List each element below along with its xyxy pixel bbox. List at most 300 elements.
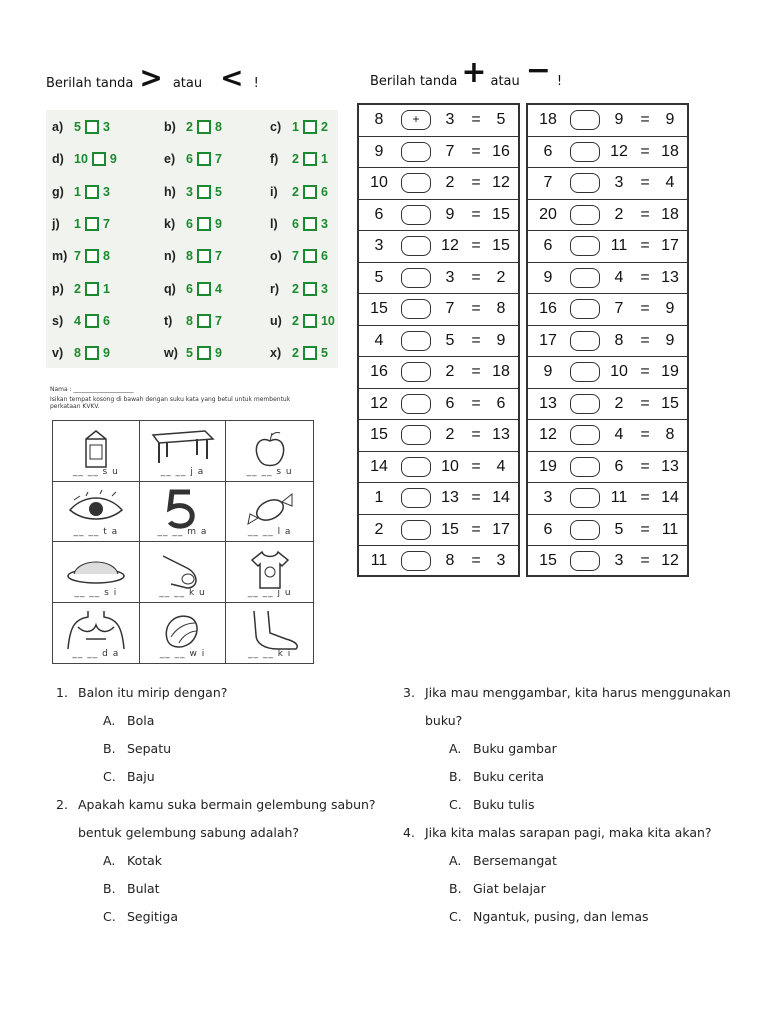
equals-sign: = [640,300,650,317]
operand-a: 6 [543,520,553,538]
eye-icon [66,488,126,528]
operator-box[interactable] [570,362,600,382]
option [449,909,649,924]
compare-row [46,276,338,302]
rice-plate-icon [64,548,128,588]
compare-label: q) [164,281,176,296]
compare-right-number: 8 [102,249,110,264]
heading-compare-text: Berilah tanda [46,75,134,91]
table-icon [147,427,217,467]
operand-a: 16 [539,300,557,317]
equals-sign: = [640,268,650,286]
option [103,909,178,924]
equation-row [528,515,687,547]
equation-row [359,168,518,200]
equals-sign: = [640,552,650,569]
question-2-line2: bentuk gelembung sabung adalah? [78,825,300,840]
compare-item [164,179,222,205]
operand-a: 13 [539,394,557,412]
operator-box[interactable] [570,425,600,445]
operator-box[interactable] [401,425,431,445]
compare-left-number: 6 [186,281,193,296]
compare-item [164,243,222,269]
answer-box[interactable] [197,217,211,231]
operand-b: 11 [610,237,628,254]
result: 4 [665,174,675,191]
nama-line: Nama : ____________________ [50,386,134,393]
equation-row [359,326,518,358]
operator-box[interactable] [401,331,431,351]
compare-left-number: 1 [74,184,81,199]
equation-row [359,389,518,421]
compare-left-number: 6 [186,152,193,167]
question-text: Jika mau menggambar, kita harus menggunakan [425,685,731,700]
compare-row [46,308,338,334]
operator-box[interactable] [570,488,600,508]
answer-box[interactable] [85,314,99,328]
compare-label: t) [164,313,173,328]
operator-box[interactable] [401,520,431,540]
compare-right-number: 3 [102,120,110,134]
equals-sign: = [640,111,650,128]
compare-right-number: 7 [102,216,110,231]
operator-box[interactable] [401,394,431,414]
equation-row [528,420,687,452]
operator-box[interactable] [570,551,600,571]
operand-b: 13 [441,489,459,506]
answer-box[interactable] [85,282,99,296]
compare-left-number: 1 [74,216,81,231]
operand-a: 6 [543,142,553,160]
heading-compare [46,60,259,95]
operator-box[interactable] [401,488,431,508]
foot-icon [238,609,302,653]
option [103,881,160,896]
compare-grid [46,110,338,368]
operator-box[interactable] [570,331,600,351]
operator-box[interactable] [401,173,431,193]
result: 8 [665,426,675,443]
answer-box[interactable] [303,152,317,166]
option-text: Ngantuk, pusing, dan lemas [473,909,649,924]
heading-arith [370,52,563,90]
operator-box[interactable] [401,299,431,319]
option-text: Bersemangat [473,853,557,868]
result: 13 [492,426,510,443]
candy-icon [240,488,300,528]
equals-sign: = [471,520,481,538]
operator-box[interactable] [570,142,600,162]
answer-box[interactable] [303,314,317,328]
equals-sign: = [640,174,650,191]
option-letter: B. [449,769,462,784]
compare-right-number: 1 [102,281,110,296]
equation-row [359,263,518,295]
equation-row [528,546,687,578]
blank-syllable: __ __ t a [73,527,119,537]
result: 18 [661,142,679,160]
operand-a: 18 [539,111,557,128]
equals-sign: = [471,142,481,160]
question-3 [403,685,731,700]
operator-box[interactable] [401,205,431,225]
compare-left-number: 8 [186,313,193,328]
answer-box[interactable] [85,249,99,263]
equals-sign: = [640,142,650,160]
compare-right-number: 3 [102,184,110,199]
equation-row [359,294,518,326]
picture-cell [226,603,313,664]
blank-syllable: __ __ k i [248,649,292,659]
operand-b: 15 [441,520,459,538]
option [449,881,546,896]
blank-syllable: __ __ s u [246,466,293,477]
equation-row [359,357,518,389]
option-text: Buku cerita [473,769,544,784]
picture-cell [140,542,227,603]
result: 4 [496,457,506,475]
plus-symbol: + [461,54,487,90]
compare-item [270,146,328,172]
picture-cell [226,542,313,603]
equation-row [528,231,687,263]
heading-arith-excl: ! [556,74,563,89]
compare-right-number: 1 [320,152,328,167]
blank-syllable: __ __ j a [160,466,205,477]
operator-box[interactable] [401,142,431,162]
compare-right-number: 7 [214,249,222,264]
equals-sign: = [471,205,481,223]
picture-grid [52,420,314,664]
compare-item [164,114,222,140]
operand-a: 15 [539,552,557,569]
result: 11 [661,520,679,538]
picture-cell [140,603,227,664]
operator-box[interactable] [401,362,431,382]
compare-row [46,146,338,172]
compare-label: h) [164,184,176,199]
blank-syllable: __ __ j u [247,587,292,598]
operand-a: 17 [539,331,557,349]
compare-right-number: 6 [320,249,328,264]
answer-box[interactable] [197,314,211,328]
compare-item [270,340,328,366]
question-3-line2: buku? [425,713,463,728]
option-text: Bulat [127,881,160,896]
operand-b: 7 [445,300,455,317]
operand-b: 7 [445,142,455,160]
operand-b: 3 [614,552,624,569]
operand-b: 5 [614,520,624,538]
picture-cell [53,482,140,543]
blank-syllable: __ __ m a [157,527,208,537]
equation-row [528,326,687,358]
operand-b: 8 [445,552,455,569]
result: 9 [496,331,506,349]
compare-left-number: 8 [186,249,193,264]
option [449,853,557,868]
option-letter: C. [103,769,116,784]
equation-row [359,231,518,263]
compare-row [46,340,338,366]
answer-box[interactable] [85,120,99,134]
result: 15 [492,205,510,223]
picture-cell [226,421,313,482]
suku-instruction: Isikan tempat kosong di bawah dengan suku kata yang betul untuk membentuk perkataan KVKV. [50,396,291,410]
option [449,741,557,756]
result: 19 [661,363,679,380]
compare-left-number: 10 [74,152,88,167]
chest-icon [64,609,128,653]
compare-label: x) [270,346,282,361]
compare-left-number: 6 [292,216,299,231]
equals-sign: = [471,237,481,254]
operand-b: 2 [614,205,624,223]
compare-item [164,308,222,334]
compare-item [270,114,328,140]
compare-right-number: 6 [320,184,328,199]
compare-left-number: 1 [292,120,299,134]
equals-sign: = [471,363,481,380]
equals-sign: = [471,331,481,349]
operand-b: 11 [610,489,628,506]
operator-box[interactable] [570,457,600,477]
operand-a: 3 [374,237,384,254]
equation-row [359,137,518,169]
operand-a: 12 [539,426,557,443]
compare-item [270,243,328,269]
compare-right-number: 9 [214,346,222,361]
equation-row [359,452,518,484]
compare-left-number: 6 [186,216,193,231]
operator-box[interactable] [570,268,600,288]
equation-row [359,200,518,232]
equals-sign: = [471,489,481,506]
compare-left-number: 2 [292,281,299,296]
operator-box[interactable] [570,520,600,540]
operator-box[interactable] [401,457,431,477]
result: 15 [661,394,679,412]
equation-row [359,483,518,515]
operator-box[interactable] [401,236,431,256]
option-text: Sepatu [127,741,172,756]
fingernail-icon [157,548,207,592]
equation-row [528,137,687,169]
answer-box[interactable] [92,152,106,166]
answer-box[interactable] [303,282,317,296]
compare-label: a) [52,120,64,134]
compare-label: s) [52,313,64,328]
option [103,853,162,868]
equation-row [528,389,687,421]
operand-b: 4 [614,268,624,286]
result: 16 [492,142,510,160]
operator-box[interactable] [570,173,600,193]
result: 3 [496,552,506,569]
compare-label: d) [52,152,64,167]
operator-box[interactable] [570,236,600,256]
operand-b: 6 [614,457,624,475]
equals-sign: = [640,331,650,349]
answer-box[interactable] [197,249,211,263]
answer-box[interactable] [197,152,211,166]
shirt-icon [248,548,292,592]
compare-left-number: 2 [292,346,299,361]
equals-sign: = [640,489,650,506]
operand-b: 9 [614,111,624,128]
result: 13 [661,457,679,475]
operand-a: 3 [543,489,553,506]
operand-a: 9 [543,268,553,286]
result: 9 [665,111,675,128]
option [103,713,154,728]
answer-box[interactable] [303,217,317,231]
question-number: 3. [403,685,415,700]
question-2 [56,797,376,812]
blank-syllable: __ __ k u [159,587,206,598]
answer-box[interactable] [303,185,317,199]
equals-sign: = [471,174,481,191]
compare-item [270,211,328,237]
compare-right-number: 7 [214,152,222,167]
option-letter: C. [449,797,462,812]
result: 8 [496,300,506,317]
picture-cell [140,421,227,482]
milk-carton-icon [74,427,118,471]
result: 5 [496,111,506,128]
operand-a: 19 [539,457,557,475]
answer-box[interactable] [85,217,99,231]
operator-box[interactable] [570,205,600,225]
compare-label: c) [270,120,282,134]
option-letter: B. [449,881,462,896]
operator-box[interactable] [401,551,431,571]
operand-a: 9 [374,142,384,160]
answer-box[interactable] [303,120,317,134]
operand-b: 5 [445,331,455,349]
operand-b: 2 [614,394,624,412]
operand-a: 15 [370,426,388,443]
equals-sign: = [640,363,650,380]
compare-label: p) [52,281,64,296]
option-letter: A. [449,741,462,756]
answer-box[interactable] [197,282,211,296]
equation-row [528,294,687,326]
picture-cell [226,482,313,543]
compare-left-number: 2 [292,152,299,167]
option [449,797,535,812]
option-text: Buku gambar [473,741,557,756]
compare-row [46,243,338,269]
compare-right-number: 9 [102,346,110,361]
compare-right-number: 3 [320,281,328,296]
operand-b: 10 [610,363,628,380]
compare-right-number: 8 [214,120,222,134]
answer-box[interactable] [303,346,317,360]
operand-a: 15 [370,300,388,317]
compare-label: o) [270,249,282,264]
picture-cell [53,603,140,664]
option-text: Giat belajar [473,881,546,896]
operand-b: 2 [445,363,455,380]
compare-right-number: 9 [109,152,117,167]
answer-box[interactable] [85,185,99,199]
operator-box[interactable] [401,268,431,288]
greater-than-symbol: > [139,60,163,95]
operand-b: 2 [445,426,455,443]
equation-row [528,483,687,515]
answer-box[interactable] [85,346,99,360]
operator-box[interactable]: + [401,110,431,130]
operand-a: 11 [370,552,388,569]
answer-box[interactable] [197,120,211,134]
operator-box[interactable] [570,299,600,319]
compare-item [52,211,110,237]
result: 15 [492,237,510,254]
compare-item [52,179,110,205]
compare-item [52,308,110,334]
picture-cell [53,542,140,603]
arith-table-left [357,103,520,577]
operand-b: 2 [445,174,455,191]
compare-label: i) [270,184,278,199]
equation-row [359,515,518,547]
question-text: Balon itu mirip dengan? [78,685,228,700]
equals-sign: = [471,457,481,475]
operand-b: 6 [445,394,455,412]
answer-box[interactable] [197,185,211,199]
operand-a: 9 [543,363,553,380]
result: 14 [661,489,679,506]
compare-item [164,340,222,366]
compare-right-number: 4 [214,281,222,296]
option-letter: A. [103,853,116,868]
compare-right-number: 2 [320,120,328,134]
compare-label: l) [270,216,278,231]
equals-sign: = [471,111,481,128]
option [449,769,544,784]
compare-item [270,179,328,205]
compare-item [52,114,110,140]
answer-box[interactable] [197,346,211,360]
answer-box[interactable] [303,249,317,263]
option-text: Bola [127,713,155,728]
compare-left-number: 3 [186,184,193,199]
compare-left-number: 2 [74,281,81,296]
arith-table-right [526,103,689,577]
operator-box[interactable] [570,394,600,414]
operand-b: 3 [445,268,455,286]
compare-left-number: 2 [292,313,299,328]
operand-a: 1 [374,489,384,506]
compare-label: k) [164,216,176,231]
equals-sign: = [471,394,481,412]
compare-label: n) [164,249,176,264]
compare-item [164,211,222,237]
compare-label: j) [52,216,60,231]
option-letter: A. [449,853,462,868]
blank-syllable: __ __ d a [72,649,120,659]
compare-left-number: 2 [292,184,299,199]
operand-b: 4 [614,426,624,443]
question-text: Jika kita malas sarapan pagi, maka kita akan? [425,825,712,840]
operand-b: 7 [614,300,624,317]
result: 14 [492,489,510,506]
operator-box[interactable] [570,110,600,130]
compare-right-number: 6 [102,313,110,328]
operand-b: 10 [441,457,459,475]
equals-sign: = [640,457,650,475]
